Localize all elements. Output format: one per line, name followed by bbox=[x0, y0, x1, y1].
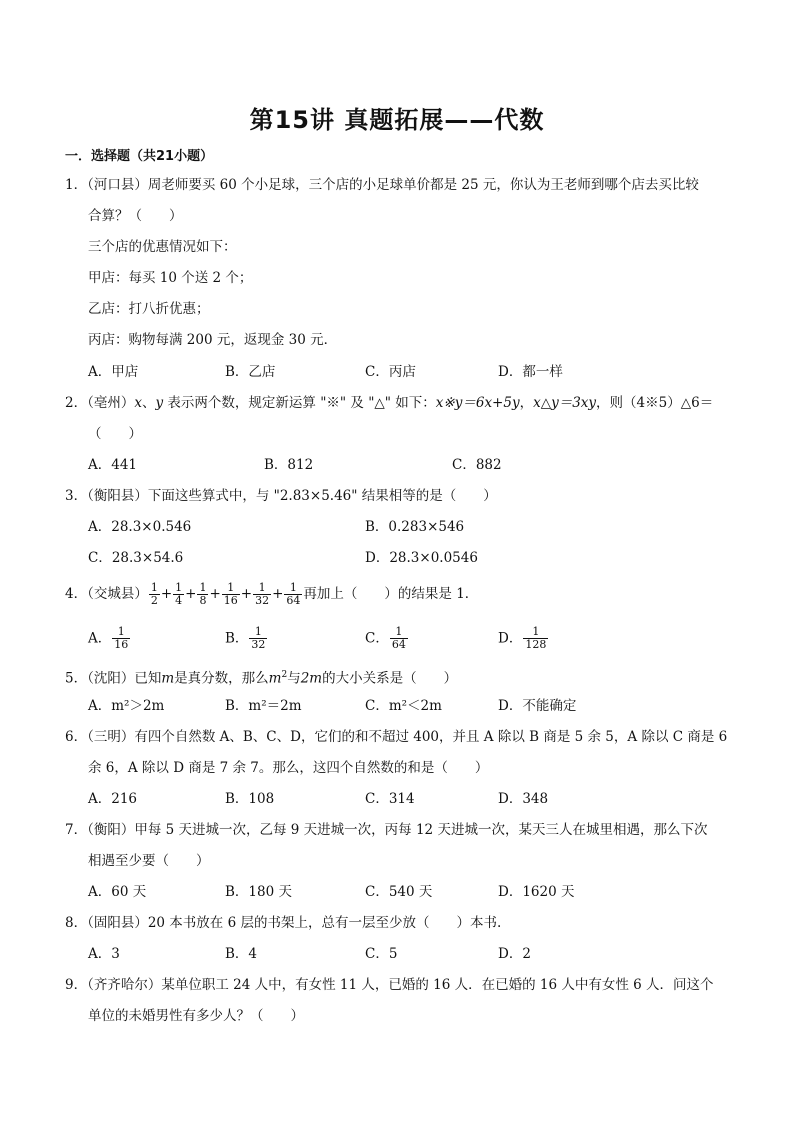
q5-var-m: m bbox=[161, 670, 175, 687]
plus-sign: + bbox=[240, 586, 253, 602]
question-5-option-d[interactable]: D．不能确定 bbox=[498, 698, 577, 714]
question-1-line-6: 丙店：购物每满 200 元，返现金 30 元． bbox=[88, 332, 338, 348]
q4-prefix: 4．（交城县） bbox=[65, 586, 148, 602]
q2-post: ，则（4※5）△6＝ bbox=[596, 395, 714, 411]
question-4-option-a[interactable] bbox=[88, 622, 131, 656]
q5-exponent: 2 bbox=[281, 670, 288, 680]
plus-sign: + bbox=[160, 586, 173, 602]
q5-mid-2: 与 bbox=[287, 670, 301, 687]
q5-two-m: 2m bbox=[300, 670, 323, 687]
question-8-line-1: 8．（固阳县）20 本书放在 6 层的书架上，总有一层至少放（ ）本书. bbox=[65, 915, 502, 931]
question-9-line-2: 单位的未婚男性有多少人？（ ） bbox=[88, 1008, 304, 1024]
question-8-option-c[interactable]: C．5 bbox=[365, 946, 398, 962]
question-5-option-a[interactable]: A．m²＞2m bbox=[88, 698, 165, 714]
q5-mid: 是真分数，那么 bbox=[174, 670, 269, 687]
question-4-option-b[interactable] bbox=[225, 622, 268, 656]
q4-fraction-6: $\frac{1}{64}$ bbox=[286, 581, 301, 607]
question-2-option-b[interactable]: B．812 bbox=[264, 457, 314, 473]
question-1-line-4: 甲店：每买 10 个送 2 个； bbox=[88, 270, 253, 286]
question-8-option-d[interactable]: D．2 bbox=[498, 946, 531, 962]
question-1-option-b[interactable]: B．乙店 bbox=[225, 364, 276, 380]
option-label: A． bbox=[88, 630, 112, 647]
q5-prefix: 5．（沈阳）已知 bbox=[65, 670, 162, 687]
question-6-option-b[interactable]: B．108 bbox=[225, 791, 275, 807]
question-1-line-3: 三个店的优惠情况如下： bbox=[88, 239, 237, 255]
page-title: 第15讲 真题拓展——代数 bbox=[249, 106, 545, 134]
plus-sign: + bbox=[185, 586, 197, 602]
q4-fraction-4: $\frac{1}{16}$ bbox=[223, 581, 238, 607]
q2-formula-1: x※y＝6x+5y bbox=[435, 395, 520, 411]
q2-var-y: y bbox=[155, 395, 164, 411]
question-5-line-1 bbox=[65, 665, 457, 689]
option-fraction: $\frac{1}{128}$ bbox=[525, 625, 547, 651]
q4-suffix: 再加上（ ）的结果是 1． bbox=[303, 586, 479, 602]
question-6-line-1: 6．（三明）有四个自然数 A、B、C、D，它们的和不超过 400，并且 A 除以 B 商是 5 余 5，A 除以 C 商是 6 bbox=[65, 729, 728, 745]
question-2-option-c[interactable]: C．882 bbox=[452, 457, 502, 473]
question-1-line-5: 乙店：打八折优惠； bbox=[88, 301, 210, 317]
question-3-option-b[interactable]: B．0.283×546 bbox=[365, 519, 465, 535]
question-3-line-1: 3．（衡阳县）下面这些算式中，与 "2.83×5.46" 结果相等的是（ ） bbox=[65, 488, 497, 504]
question-8-option-b[interactable]: B．4 bbox=[225, 946, 258, 962]
question-2-line-2: （ ） bbox=[88, 426, 142, 442]
q5-post: 的大小关系是（ ） bbox=[322, 670, 458, 687]
q2-prefix: 2．（亳州） bbox=[65, 395, 135, 411]
question-3-option-a[interactable]: A．28.3×0.546 bbox=[88, 519, 192, 535]
option-label: B． bbox=[225, 630, 249, 647]
question-9-line-1: 9．（齐齐哈尔）某单位职工 24 人中，有女性 11 人，已婚的 16 人．在已婚的 16 人中有女性 6 人．问这个 bbox=[65, 977, 714, 993]
q4-fraction-5: $\frac{1}{32}$ bbox=[255, 581, 270, 607]
q2-mid: 表示两个数，规定新运算 "※" 及 "△" 如下： bbox=[163, 395, 436, 411]
question-4-option-c[interactable] bbox=[365, 622, 409, 656]
question-7-option-a[interactable]: A．60 天 bbox=[88, 884, 147, 900]
q4-fraction-3: $\frac{1}{8}$ bbox=[199, 581, 207, 607]
q2-formula-2: x△y＝3xy bbox=[533, 395, 597, 411]
section-heading: 一．选择题（共21小题） bbox=[65, 149, 214, 164]
question-8-option-a[interactable]: A．3 bbox=[88, 946, 120, 962]
question-2-option-a[interactable]: A．441 bbox=[88, 457, 138, 473]
question-1-line-1: 1．（河口县）周老师要买 60 个小足球，三个店的小足球单价都是 25 元，你认为王老师到哪个店去买比较 bbox=[65, 177, 699, 193]
question-1-option-c[interactable]: C．丙店 bbox=[365, 364, 416, 380]
question-7-option-b[interactable]: B．180 天 bbox=[225, 884, 292, 900]
question-2-line-1 bbox=[65, 393, 713, 413]
question-4-line-1 bbox=[65, 577, 478, 611]
question-3-option-c[interactable]: C．28.3×54.6 bbox=[88, 550, 184, 566]
option-fraction: $\frac{1}{64}$ bbox=[391, 625, 406, 651]
question-7-option-c[interactable]: C．540 天 bbox=[365, 884, 433, 900]
question-5-option-b[interactable]: B．m²＝2m bbox=[225, 698, 302, 714]
q4-fraction-2: $\frac{1}{4}$ bbox=[175, 581, 183, 607]
option-fraction: $\frac{1}{16}$ bbox=[114, 625, 129, 651]
question-6-option-d[interactable]: D．348 bbox=[498, 791, 549, 807]
q2-formula-sep: ， bbox=[519, 395, 534, 411]
question-7-line-1: 7．（衡阳）甲每 5 天进城一次，乙每 9 天进城一次，丙每 12 天进城一次，某天三人在城里相遇，那么下次 bbox=[65, 822, 708, 838]
plus-sign: + bbox=[209, 586, 221, 602]
q2-var-x: x bbox=[134, 395, 142, 411]
question-7-line-2: 相遇至少要（ ） bbox=[88, 853, 210, 869]
question-1-line-2: 合算？（ ） bbox=[88, 208, 183, 224]
plus-sign: + bbox=[272, 586, 284, 602]
question-7-option-d[interactable]: D．1620 天 bbox=[498, 884, 575, 900]
option-label: C． bbox=[365, 630, 389, 647]
question-4-option-d[interactable] bbox=[498, 622, 549, 656]
q2-comma: 、 bbox=[141, 395, 156, 411]
question-1-option-a[interactable]: A．甲店 bbox=[88, 364, 139, 380]
q5-var-m-squared: m bbox=[268, 670, 282, 687]
question-6-option-a[interactable]: A．216 bbox=[88, 791, 138, 807]
question-1-option-d[interactable]: D．都一样 bbox=[498, 364, 563, 380]
option-fraction: $\frac{1}{32}$ bbox=[251, 625, 266, 651]
question-3-option-d[interactable]: D．28.3×0.0546 bbox=[365, 550, 478, 566]
question-6-line-2: 余 6，A 除以 D 商是 7 余 7。那么，这四个自然数的和是（ ） bbox=[88, 760, 489, 776]
question-5-option-c[interactable]: C．m²＜2m bbox=[365, 698, 442, 714]
q4-fraction-1: $\frac{1}{2}$ bbox=[150, 581, 158, 607]
option-label: D． bbox=[498, 630, 523, 647]
question-6-option-c[interactable]: C．314 bbox=[365, 791, 415, 807]
